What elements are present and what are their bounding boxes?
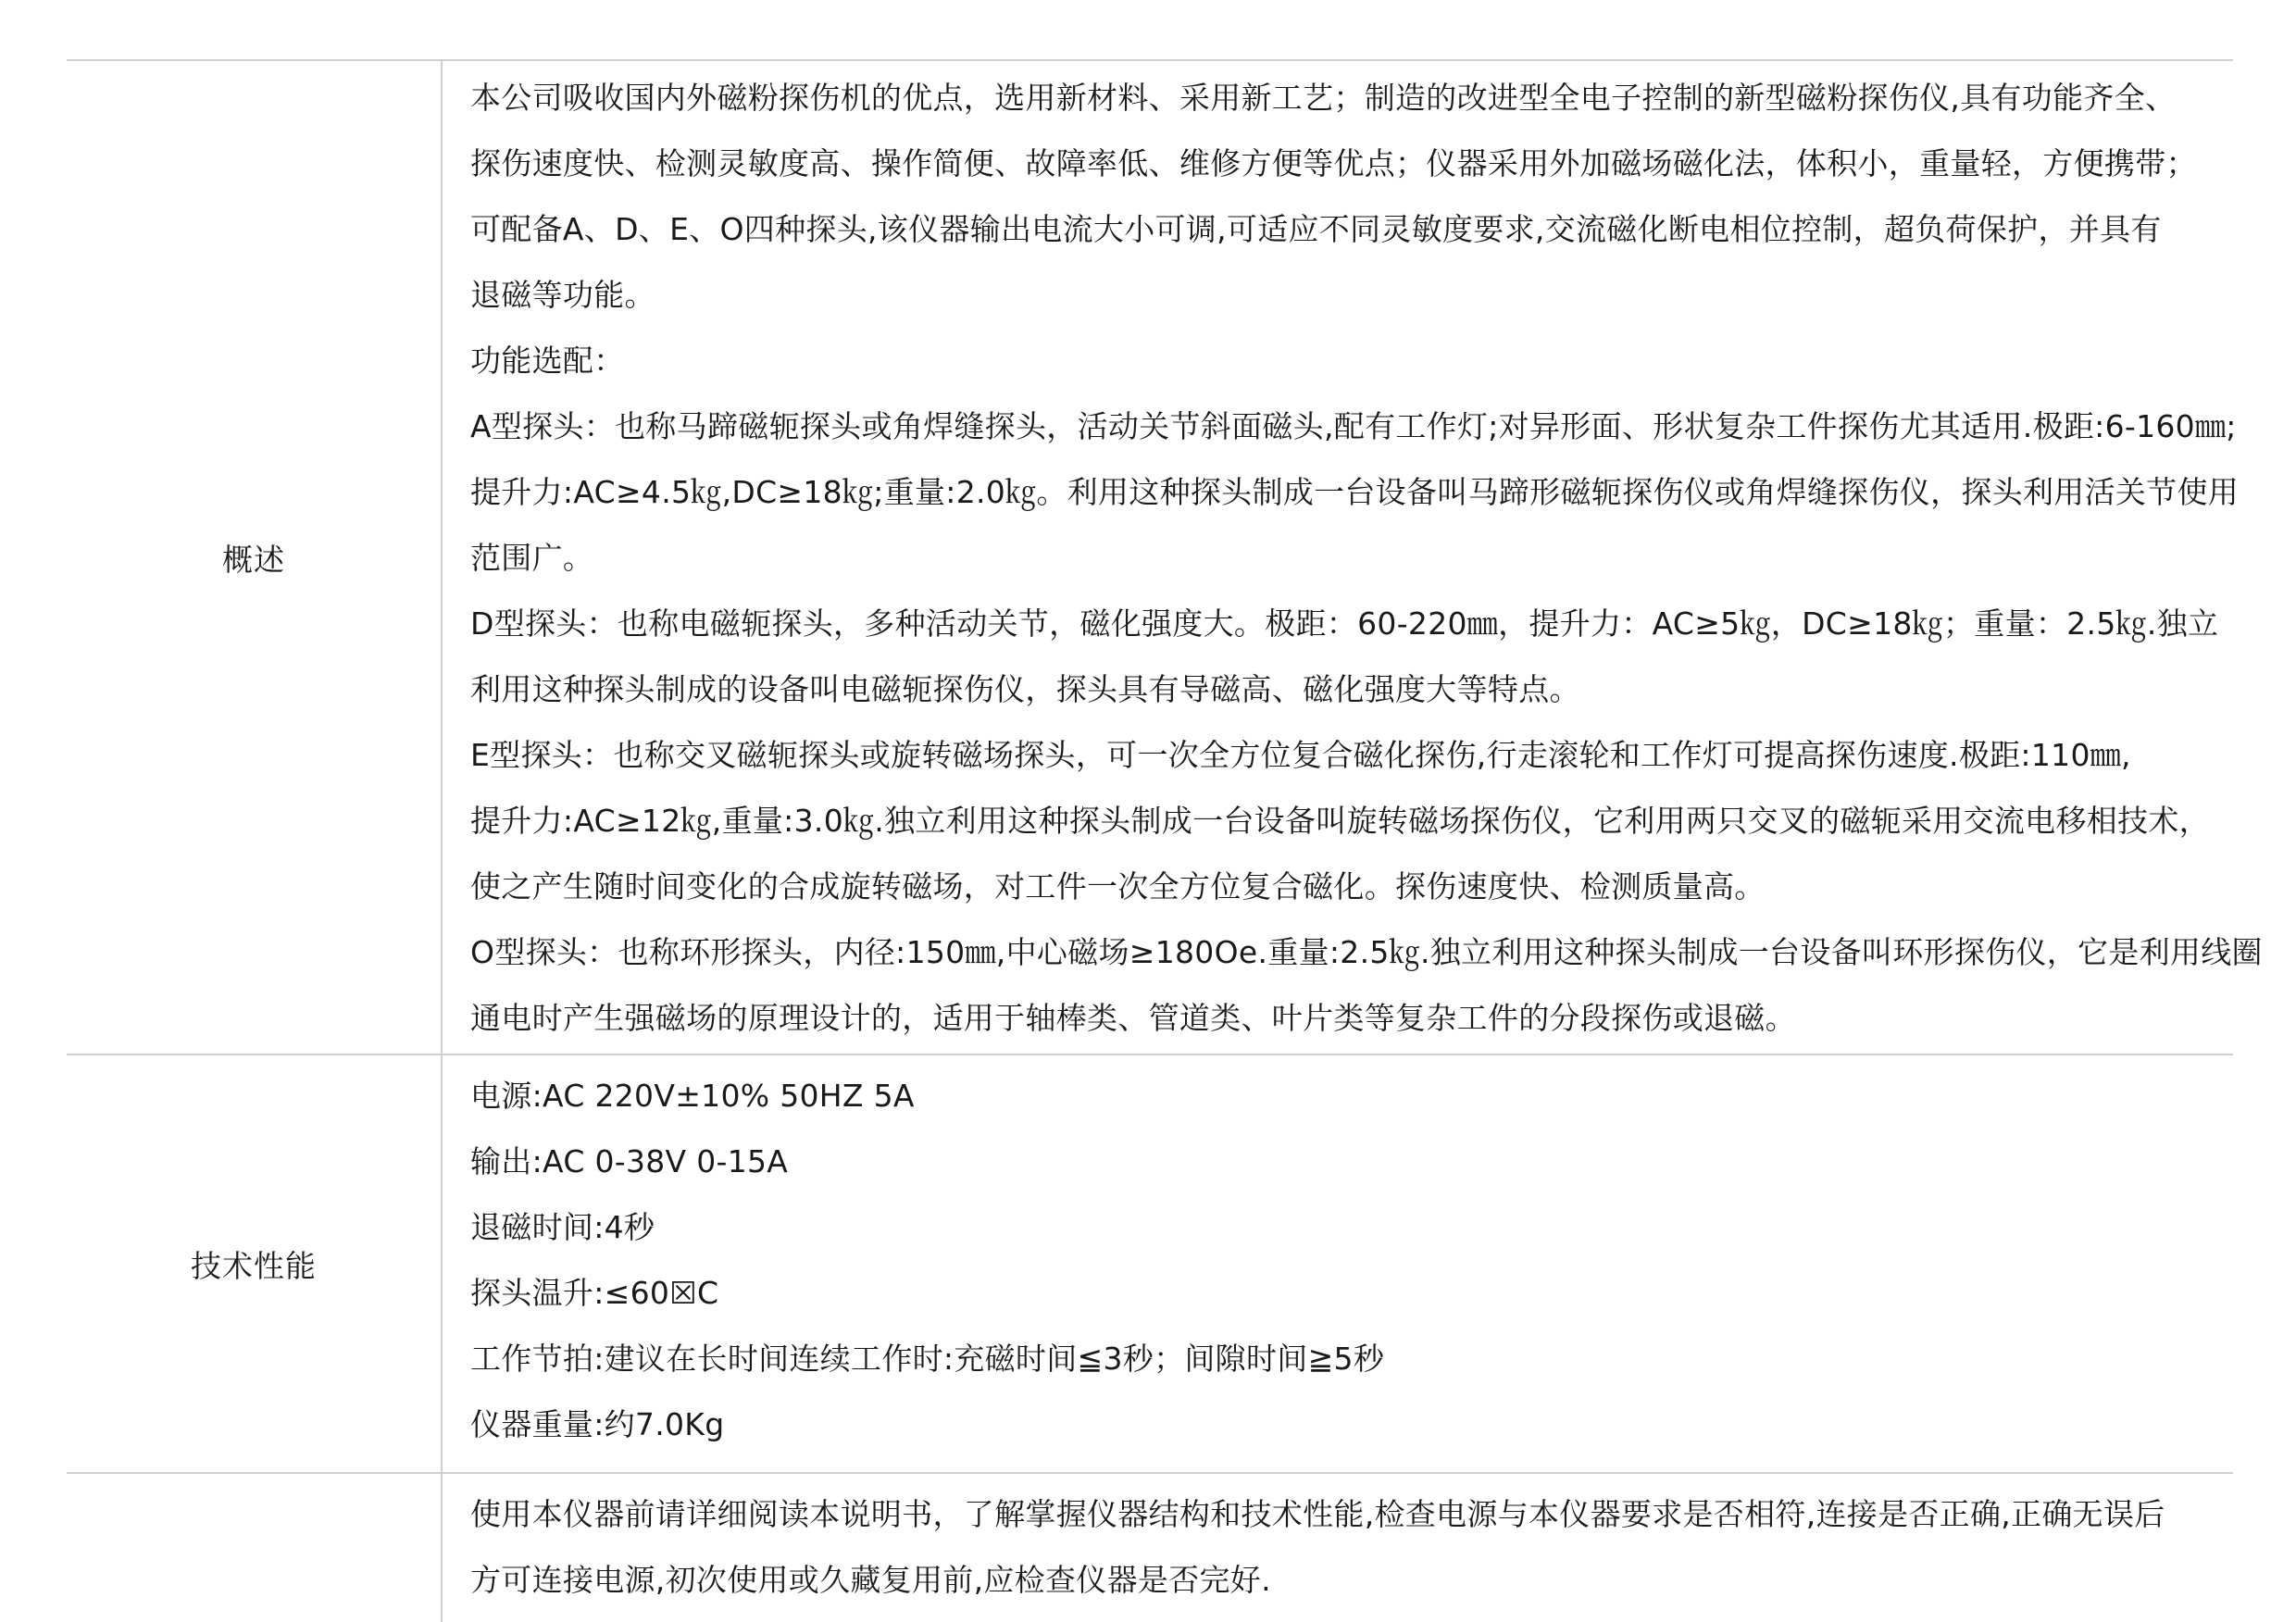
text-line: 退磁等功能。	[470, 277, 655, 313]
section-label: 技术性能	[67, 1055, 443, 1472]
text-line: 电源:AC 220V±10% 50HZ 5A	[470, 1078, 915, 1114]
text-line: 探伤速度快、检测灵敏度高、操作简便、故障率低、维修方便等优点；仪器采用外加磁场磁化法，体积小，重量轻，方便携带；	[470, 145, 2197, 181]
text-line: E型探头：也称交叉磁轭探头或旋转磁场探头，可一次全方位复合磁化探伤,行走滚轮和工作灯可提高探伤速度.极距:110㎜,	[470, 737, 2131, 773]
text-line: 探头温升:≤60☒C	[470, 1275, 719, 1311]
text-line: 仪器重量:约7.0Kg	[470, 1406, 725, 1442]
section-content	[443, 1474, 2233, 1622]
text-line: 范围广。	[470, 540, 594, 576]
text-line: 利用这种探头制成的设备叫电磁轭探伤仪，探头具有导磁高、磁化强度大等特点。	[470, 671, 1580, 707]
text-line: D型探头：也称电磁轭探头，多种活动关节，磁化强度大。极距：60-220㎜，提升力：AC≥5㎏，DC≥18㎏；重量：2.5㎏.独立	[470, 605, 2219, 642]
section-overview	[67, 59, 2263, 1054]
text-line: 退磁时间:4秒	[470, 1209, 655, 1245]
text-line: 使之产生随时间变化的合成旋转磁场，对工件一次全方位复合磁化。探伤速度快、检测质量高。	[470, 868, 1766, 905]
section-content	[443, 1055, 2233, 1472]
spec-table	[67, 59, 2263, 1622]
text-line: 提升力:AC≥4.5㎏,DC≥18㎏;重量:2.0㎏。利用这种探头制成一台设备叫马蹄形磁轭探伤仪或角焊缝探伤仪，探头利用活关节使用	[470, 474, 2240, 510]
text-line: 使用本仪器前请详细阅读本说明书，了解掌握仪器结构和技术性能,检查电源与本仪器要求是否相符,连接是否正确,正确无误后	[470, 1496, 2165, 1532]
text-line: O型探头：也称环形探头，内径:150㎜,中心磁场≥180Oe.重量:2.5㎏.独立利用这种探头制成一台设备叫环形探伤仪，它是利用线圈	[470, 934, 2263, 970]
text-line: 提升力:AC≥12㎏,重量:3.0㎏.独立利用这种探头制成一台设备叫旋转磁场探伤仪，它利用两只交叉的磁轭采用交流电移相技术，	[470, 803, 2210, 839]
section-label: 概述	[67, 61, 443, 1054]
text-line: 可配备A、D、E、O四种探头,该仪器输出电流大小可调,可适应不同灵敏度要求,交流磁化断电相位控制，超负荷保护，并具有	[470, 211, 2162, 247]
text-line: 输出:AC 0-38V 0-15A	[470, 1143, 789, 1179]
text-line: 通电时产生强磁场的原理设计的，适用于轴棒类、管道类、叶片类等复杂工件的分段探伤或退磁。	[470, 1000, 1796, 1036]
text-line: 方可连接电源,初次使用或久藏复用前,应检查仪器是否完好.	[470, 1562, 1271, 1598]
text-line: A型探头：也称马蹄磁轭探头或角焊缝探头，活动关节斜面磁头,配有工作灯;对异形面、形状复杂工件探伤尤其适用.极距:6-160㎜;	[470, 408, 2237, 444]
text-line: 工作节拍:建议在长时间连续工作时:充磁时间≦3秒；间隙时间≧5秒	[470, 1341, 1385, 1377]
text-line: 本公司吸收国内外磁粉探伤机的优点，选用新材料、采用新工艺；制造的改进型全电子控制的新型磁粉探伤仪,具有功能齐全、	[470, 80, 2177, 116]
section-label	[67, 1474, 443, 1622]
section-usage	[67, 1472, 2233, 1622]
section-content	[443, 61, 2263, 1054]
text-line: 功能选配：	[470, 343, 625, 379]
section-tech-performance	[67, 1054, 2233, 1472]
